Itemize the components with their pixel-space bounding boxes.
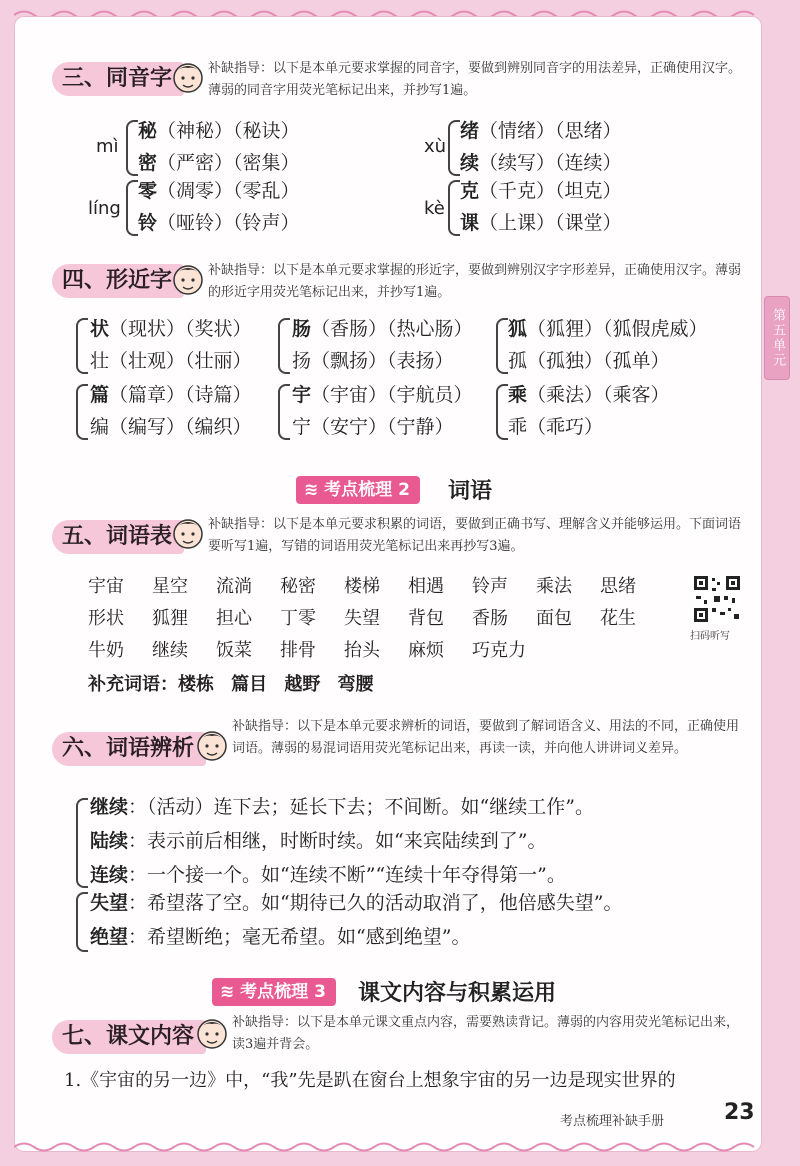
vocab-word: 巧克力: [472, 640, 526, 661]
section-title-similar-chars: 四、形近字: [52, 264, 184, 298]
vocab-word: 抬头: [344, 640, 380, 661]
word-line: 壮（壮观）（壮丽）: [90, 350, 252, 372]
cartoon-girl-icon: [170, 260, 206, 298]
brace: [496, 318, 508, 374]
word-line: 课（上课）（课堂）: [460, 212, 622, 234]
brace: [76, 892, 88, 952]
cartoon-girl-icon: [194, 726, 230, 764]
exam-point-badge: ≋ 考点梳理 3: [212, 978, 336, 1006]
section-title-word-distinction: 六、词语辨析: [52, 732, 206, 766]
cartoon-girl-icon: [170, 514, 206, 552]
word-line: 续（续写）（连续）: [460, 152, 622, 174]
brace: [76, 384, 88, 440]
brace: [448, 120, 460, 176]
vocab-word: 星空: [152, 576, 188, 597]
word-line: 孤（孤独）（孤单）: [508, 350, 670, 372]
word-line: 宁（安宁）（宁静）: [292, 416, 454, 438]
section-guide: 补缺指导：以下是本单元课文重点内容，需要熟读背记。薄弱的内容用荧光笔标记出来，读3遍并背会。: [232, 1015, 740, 1052]
pinyin-label: líng: [88, 198, 121, 219]
word-line: 乘（乘法）（乘客）: [508, 384, 670, 406]
vocab-word: 牛奶: [88, 640, 124, 661]
footer-text: 考点梳理补缺手册: [560, 1114, 665, 1129]
vocab-word: 面包: [536, 608, 572, 629]
word-line: 宇（宇宙）（宇航员）: [292, 384, 473, 406]
cartoon-girl-icon: [194, 1014, 230, 1052]
unit-side-tab[interactable]: 第五单元: [764, 296, 790, 380]
section-title-word-list: 五、词语表: [52, 520, 184, 554]
brace: [278, 384, 290, 440]
vocab-word: 狐狸: [152, 608, 188, 629]
definition-line: 继续：（活动）连下去；延长下去；不间断。如“继续工作”。: [90, 796, 594, 818]
section-guide: 补缺指导：以下是本单元要求掌握的形近字，要做到辨别汉字字形差异，正确使用汉字。薄弱的形近字用荧光笔标记出来，并抄写1遍。: [208, 263, 742, 300]
word-line: 克（千克）（坦克）: [460, 180, 622, 202]
word-line: 肠（香肠）（热心肠）: [292, 318, 473, 340]
vocab-word: 流淌: [216, 576, 252, 597]
vocab-word: 背包: [408, 608, 444, 629]
vocab-word: 乘法: [536, 576, 572, 597]
section-guide: 补缺指导：以下是本单元要求掌握的同音字，要做到辨别同音字的用法差异，正确使用汉字。薄弱的同音字用荧光笔标记出来，并抄写1遍。: [208, 61, 742, 98]
brace: [76, 318, 88, 374]
word-line: 狐（狐狸）（狐假虎威）: [508, 318, 708, 340]
word-line: 扬（飘扬）（表扬）: [292, 350, 454, 372]
word-line: 密（严密）（密集）: [138, 152, 300, 174]
word-line: 篇（篇章）（诗篇）: [90, 384, 252, 406]
vocab-word: 花生: [600, 608, 636, 629]
vocab-word: 麻烦: [408, 640, 444, 661]
vocab-word: 担心: [216, 608, 252, 629]
vocab-word: 香肠: [472, 608, 508, 629]
vocab-word: 宇宙: [88, 576, 124, 597]
supplementary-words: 补充词语：楼栋 篇目 越野 弯腰: [88, 674, 374, 695]
brace: [126, 180, 138, 236]
vocab-word: 形状: [88, 608, 124, 629]
brace: [496, 384, 508, 440]
section-guide: 补缺指导：以下是本单元要求积累的词语，要做到正确书写、理解含义并能够运用。下面词语要听写1遍，写错的词语用荧光笔标记出来再抄写3遍。: [208, 517, 742, 554]
section-guide: 补缺指导：以下是本单元要求辨析的词语，要做到了解词语含义、用法的不同，正确使用词语。薄弱的易混词语用荧光笔标记出来，再读一读，并向他人讲讲词义差异。: [232, 719, 740, 756]
brace: [278, 318, 290, 374]
exam-point-badge: ≋ 考点梳理 2: [296, 476, 420, 504]
definition-line: 陆续：表示前后相继，时断时续。如“来宾陆续到了”。: [90, 830, 547, 852]
pinyin-label: kè: [424, 198, 445, 219]
pinyin-label: mì: [96, 136, 119, 157]
exam-point-title: 词语: [448, 479, 493, 504]
vocab-word: 秘密: [280, 576, 316, 597]
word-line: 秘（神秘）（秘诀）: [138, 120, 300, 142]
vocab-word: 相遇: [408, 576, 444, 597]
qr-caption: 扫码听写: [690, 631, 730, 642]
vocab-word: 饭菜: [216, 640, 252, 661]
vocab-word: 思绪: [600, 576, 636, 597]
vocab-word: 铃声: [472, 576, 508, 597]
word-line: 编（编写）（编织）: [90, 416, 252, 438]
definition-line: 绝望：希望断绝；毫无希望。如“感到绝望”。: [90, 926, 471, 948]
word-line: 铃（哑铃）（铃声）: [138, 212, 300, 234]
vocab-word: 排骨: [280, 640, 316, 661]
vocab-word: 丁零: [280, 608, 316, 629]
vocab-word: 继续: [152, 640, 188, 661]
brace: [76, 798, 88, 888]
qr-code-icon[interactable]: [692, 574, 742, 624]
vocab-word: 楼梯: [344, 576, 380, 597]
section-title-text-content: 七、课文内容: [52, 1020, 206, 1054]
wavy-border-bottom: [14, 1140, 762, 1154]
vocab-word: 失望: [344, 608, 380, 629]
definition-line: 连续：一个接一个。如“连续不断”“连续十年夺得第一”。: [90, 864, 566, 886]
pinyin-label: xù: [424, 136, 447, 157]
brace: [126, 120, 138, 176]
content-item-1: 1.《宇宙的另一边》中，“我”先是趴在窗台上想象宇宙的另一边是现实世界的: [64, 1070, 676, 1091]
word-line: 绪（情绪）（思绪）: [460, 120, 622, 142]
cartoon-girl-icon: [170, 58, 206, 96]
brace: [448, 180, 460, 236]
word-line: 状（现状）（奖状）: [90, 318, 252, 340]
section-title-homophones: 三、同音字: [52, 62, 184, 96]
word-line: 乖（乖巧）: [508, 416, 604, 438]
exam-point-title: 课文内容与积累运用: [358, 981, 557, 1006]
word-line: 零（凋零）（零乱）: [138, 180, 300, 202]
page-number: 23: [724, 1100, 755, 1125]
definition-line: 失望：希望落了空。如“期待已久的活动取消了，他倍感失望”。: [90, 892, 623, 914]
